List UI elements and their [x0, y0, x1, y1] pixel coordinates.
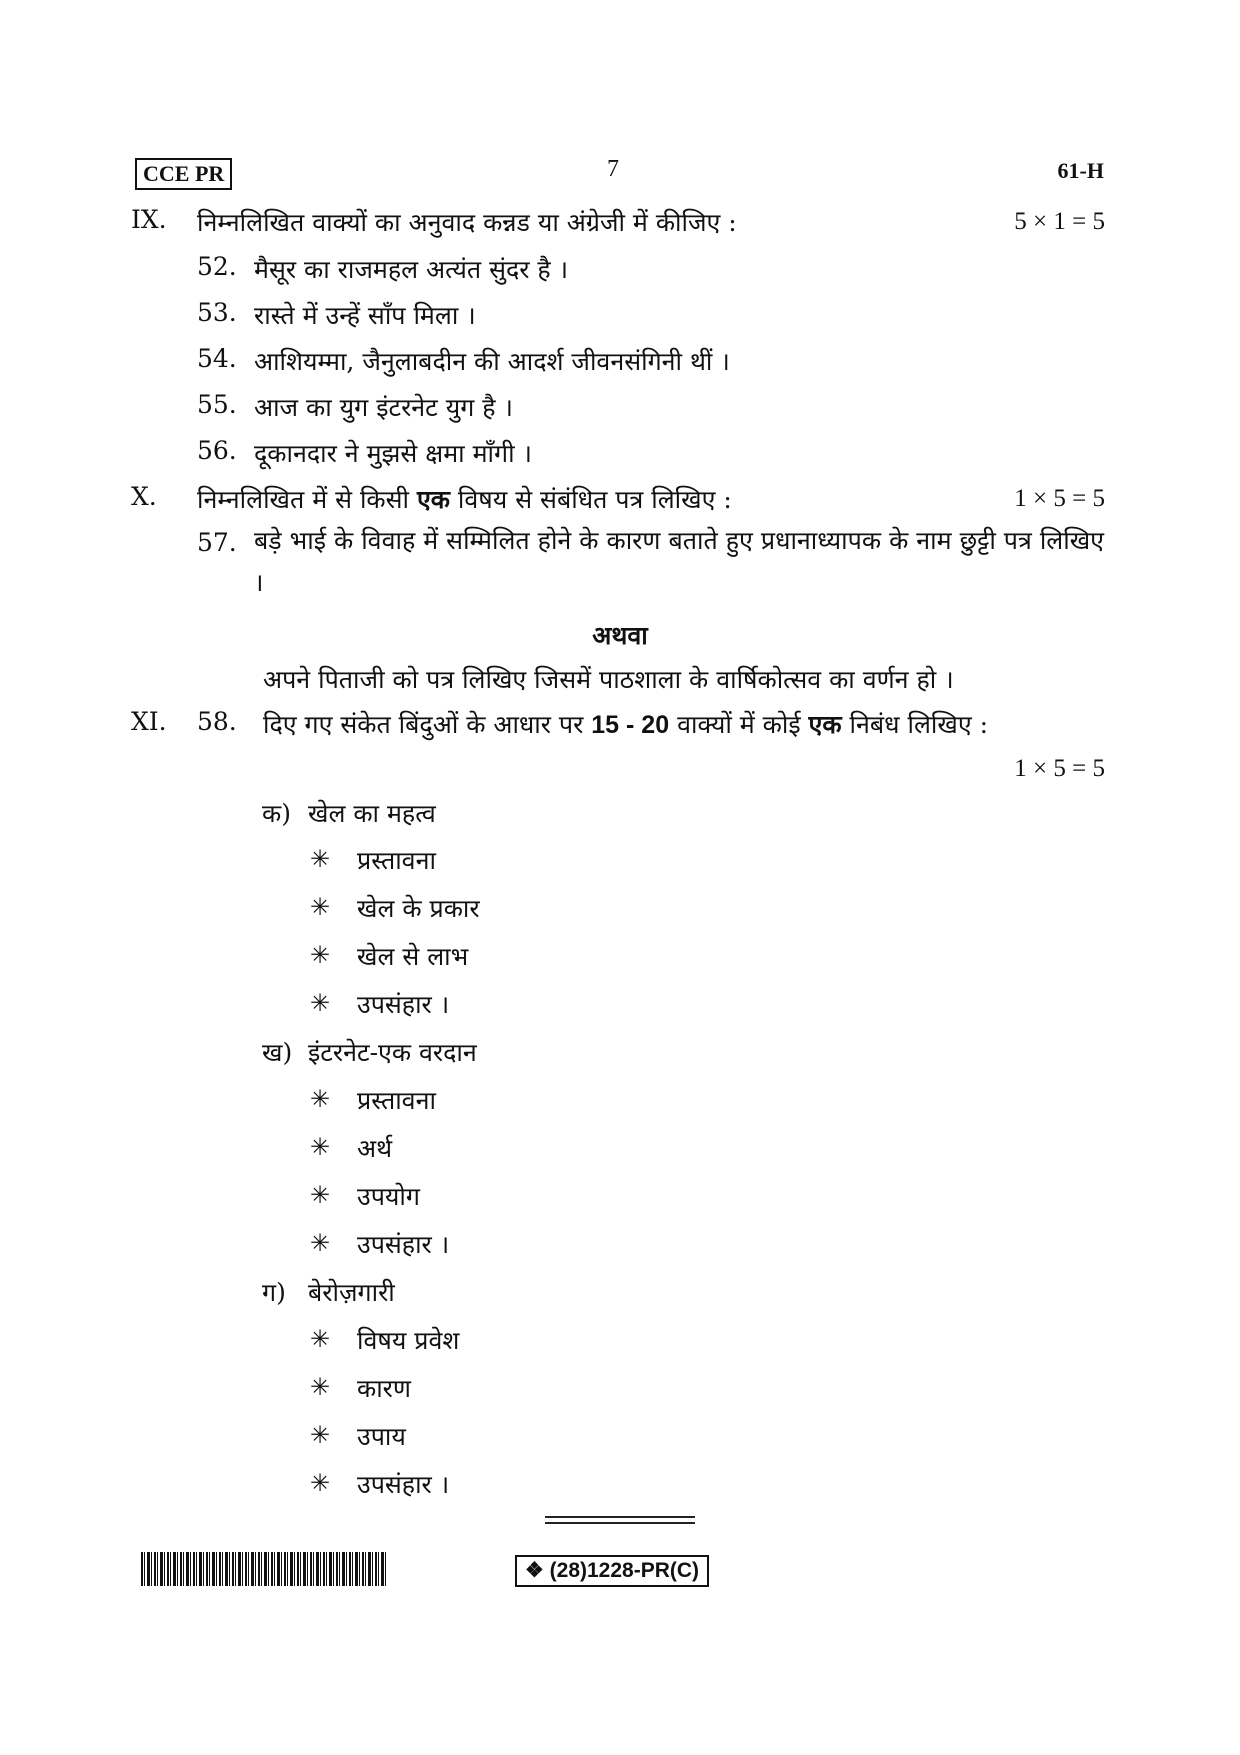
question-number: 57. — [197, 528, 237, 557]
section-x-instruction — [197, 482, 732, 516]
or-label: अथवा — [592, 621, 648, 650]
form-code: ❖ (28)1228-PR(C) — [515, 1555, 709, 1587]
asterisk-bullet-icon: ✳ — [310, 1085, 331, 1113]
topic-point: प्रस्तावना — [357, 846, 436, 875]
instruction-part: निम्नलिखित में से किसी — [197, 485, 417, 514]
topic-point: कारण — [357, 1374, 411, 1403]
section-xi-marks: 1 × 5 = 5 — [1014, 755, 1105, 782]
question-text: मैसूर का राजमहल अत्यंत सुंदर है । — [254, 255, 569, 284]
question-text: रास्ते में उन्हें साँप मिला । — [254, 301, 476, 330]
asterisk-bullet-icon: ✳ — [310, 941, 331, 969]
topic-point: अर्थ — [357, 1134, 393, 1163]
asterisk-bullet-icon: ✳ — [310, 1373, 331, 1401]
alternative-letter-text: अपने पिताजी को पत्र लिखिए जिसमें पाठशाला के वार्षिकोत्सव का वर्णन हो । — [263, 665, 954, 694]
topic-point: उपयोग — [357, 1182, 420, 1211]
asterisk-bullet-icon: ✳ — [310, 1229, 331, 1257]
asterisk-bullet-icon: ✳ — [310, 1325, 331, 1353]
question-number: 56. — [197, 436, 237, 465]
asterisk-bullet-icon: ✳ — [310, 1133, 331, 1161]
page-number: 7 — [607, 156, 619, 182]
topic-label: क) — [262, 799, 291, 828]
asterisk-bullet-icon: ✳ — [310, 1469, 331, 1497]
question-number: 55. — [197, 390, 237, 419]
section-xi-instruction — [263, 707, 988, 741]
topic-point: प्रस्तावना — [357, 1086, 436, 1115]
topic-title: बेरोज़गारी — [308, 1278, 395, 1307]
question-number: 58. — [197, 707, 237, 736]
topic-point: खेल के प्रकार — [357, 894, 480, 923]
section-x-marks: 1 × 5 = 5 — [1014, 485, 1105, 512]
topic-point: उपसंहार । — [357, 1230, 450, 1259]
asterisk-bullet-icon: ✳ — [310, 893, 331, 921]
asterisk-bullet-icon: ✳ — [310, 1421, 331, 1449]
end-divider — [545, 1522, 695, 1524]
topic-point: उपसंहार । — [357, 990, 450, 1019]
section-ix-roman: IX. — [131, 205, 167, 234]
topic-title: खेल का महत्व — [308, 799, 436, 828]
instruction-part: विषय से संबंधित पत्र लिखिए : — [449, 485, 732, 514]
instruction-emphasis: एक — [808, 710, 842, 739]
series-label: CCE PR — [135, 158, 232, 190]
asterisk-bullet-icon: ✳ — [310, 989, 331, 1017]
section-ix-marks: 5 × 1 = 5 — [1014, 208, 1105, 235]
topic-title: इंटरनेट-एक वरदान — [308, 1038, 477, 1067]
topic-label: ख) — [262, 1038, 293, 1067]
section-ix-instruction: निम्नलिखित वाक्यों का अनुवाद कन्नड या अंग्रेजी में कीजिए : — [197, 208, 737, 237]
topic-label: ग) — [262, 1278, 286, 1307]
topic-point: खेल से लाभ — [357, 942, 469, 971]
paper-code: 61-H — [1057, 158, 1104, 183]
asterisk-bullet-icon: ✳ — [310, 845, 331, 873]
question-text: आज का युग इंटरनेट युग है । — [254, 393, 513, 422]
end-divider — [545, 1516, 695, 1518]
topic-point: उपसंहार । — [357, 1470, 450, 1499]
section-x-roman: X. — [131, 482, 157, 511]
instruction-part: दिए गए संकेत बिंदुओं के आधार पर — [263, 710, 592, 739]
question-text: दूकानदार ने मुझसे क्षमा माँगी । — [254, 439, 532, 468]
asterisk-bullet-icon: ✳ — [310, 1181, 331, 1209]
section-xi-roman: XI. — [131, 707, 167, 736]
instruction-part: वाक्यों में कोई — [669, 710, 809, 739]
question-57-text: बड़े भाई के विवाह में सम्मिलित होने के कारण बताते हुए प्रधानाध्यापक के नाम छुट्टी पत्र लिखिए । — [254, 526, 1104, 597]
question-number: 54. — [197, 344, 237, 373]
instruction-emphasis: 15 - 20 — [591, 711, 670, 739]
question-number: 53. — [197, 298, 237, 327]
barcode — [141, 1552, 387, 1586]
topic-point: उपाय — [357, 1422, 406, 1451]
question-text: आशियम्मा, जैनुलाबदीन की आदर्श जीवनसंगिनी थीं । — [254, 347, 730, 376]
topic-point: विषय प्रवेश — [357, 1326, 460, 1355]
instruction-part: निबंध लिखिए : — [841, 710, 989, 739]
instruction-emphasis: एक — [416, 485, 450, 514]
question-number: 52. — [197, 252, 237, 281]
